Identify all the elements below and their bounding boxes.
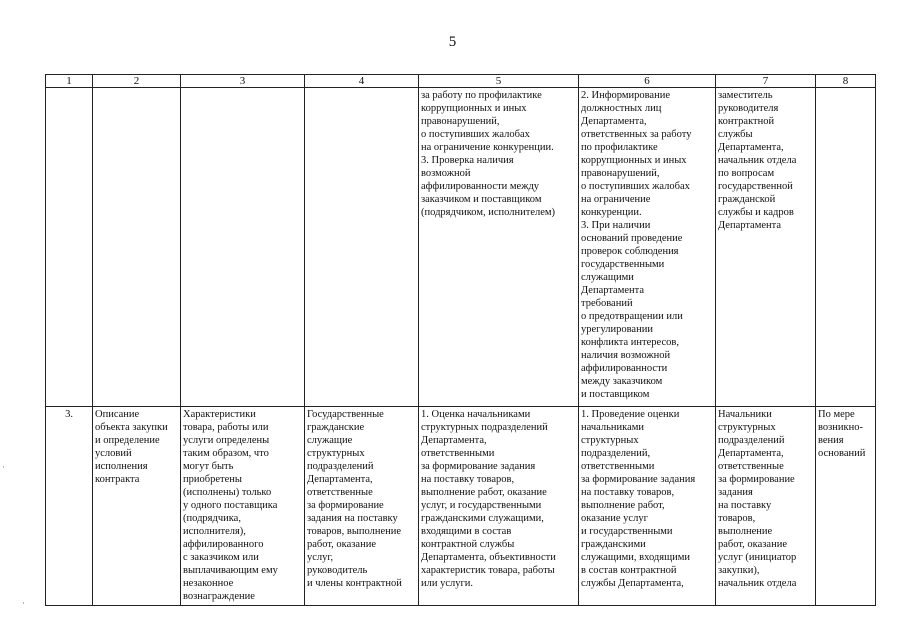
table-cell: 1. Оценка начальниками структурных подразделений Департамента, ответственными за формирование задания на поставку товаров, выполнение работ, оказание услуг, и государственными гражданскими служащими, входящими в состав контрактной службы Департамента, объективности характеристик товара, работы или услуги. (419, 407, 579, 606)
page-number: 5 (448, 34, 457, 50)
table-cell: за работу по профилактике коррупционных и иных правонарушений, о поступивших жалобах на ограничение конкуренции. 3. Проверка наличия возможной аффилированности между заказчиком и поставщиком (подрядчиком, исполнителем) (419, 88, 579, 407)
scan-speck: · (22, 598, 25, 608)
table-cell: По мере возникно- вения оснований (816, 407, 876, 606)
table-cell (46, 88, 93, 407)
table-cell: Описание объекта закупки и определение условий исполнения контракта (93, 407, 181, 606)
header-cell: 6 (579, 75, 716, 88)
table-cell (305, 88, 419, 407)
header-cell: 3 (181, 75, 305, 88)
header-cell: 5 (419, 75, 579, 88)
scan-speck: · (2, 462, 5, 472)
document-table (45, 74, 876, 606)
table-cell: Характеристики товара, работы или услуги определены таким образом, что могут быть приобретены (исполнены) только у одного поставщика (подрядчика, исполнителя), аффилированного с заказчиком или выплачивающим ему незаконное вознаграждение (181, 407, 305, 606)
table-cell: Начальники структурных подразделений Департамента, ответственные за формирование задания на поставку товаров, выполнение работ, оказание услуг (инициатор закупки), начальник отдела (716, 407, 816, 606)
table-cell (93, 88, 181, 407)
table-cell: заместитель руководителя контрактной службы Департамента, начальник отдела по вопросам государственной гражданской службы и кадров Департамента (716, 88, 816, 407)
row-number-cell: 3. (46, 407, 93, 606)
table-cell: Государственные гражданские служащие структурных подразделений Департамента, ответственные за формирование задания на поставку товаров, выполнение работ, оказание услуг, руководитель и члены контрактной (305, 407, 419, 606)
header-cell: 8 (816, 75, 876, 88)
table-cell: 1. Проведение оценки начальниками структурных подразделений, ответственными за формирование задания на поставку товаров, выполнение работ, оказание услуг и государственными гражданскими служащими, входящими в состав контрактной службы Департамента, (579, 407, 716, 606)
header-cell: 1 (46, 75, 93, 88)
table-header-row (46, 75, 876, 88)
table-cell (181, 88, 305, 407)
table-cell (816, 88, 876, 407)
table-row (46, 407, 876, 606)
table-cell: 2. Информирование должностных лиц Департамента, ответственных за работу по профилактике коррупционных и иных правонарушений, о поступивших жалобах на ограничение конкуренции. 3. При наличии оснований проведение проверок соблюдения государственными служащими Департамента требований о предотвращении или урегулировании конфликта интересов, наличия возможной аффилированности между заказчиком и поставщиком (579, 88, 716, 407)
table-row (46, 88, 876, 407)
header-cell: 7 (716, 75, 816, 88)
header-cell: 4 (305, 75, 419, 88)
header-cell: 2 (93, 75, 181, 88)
